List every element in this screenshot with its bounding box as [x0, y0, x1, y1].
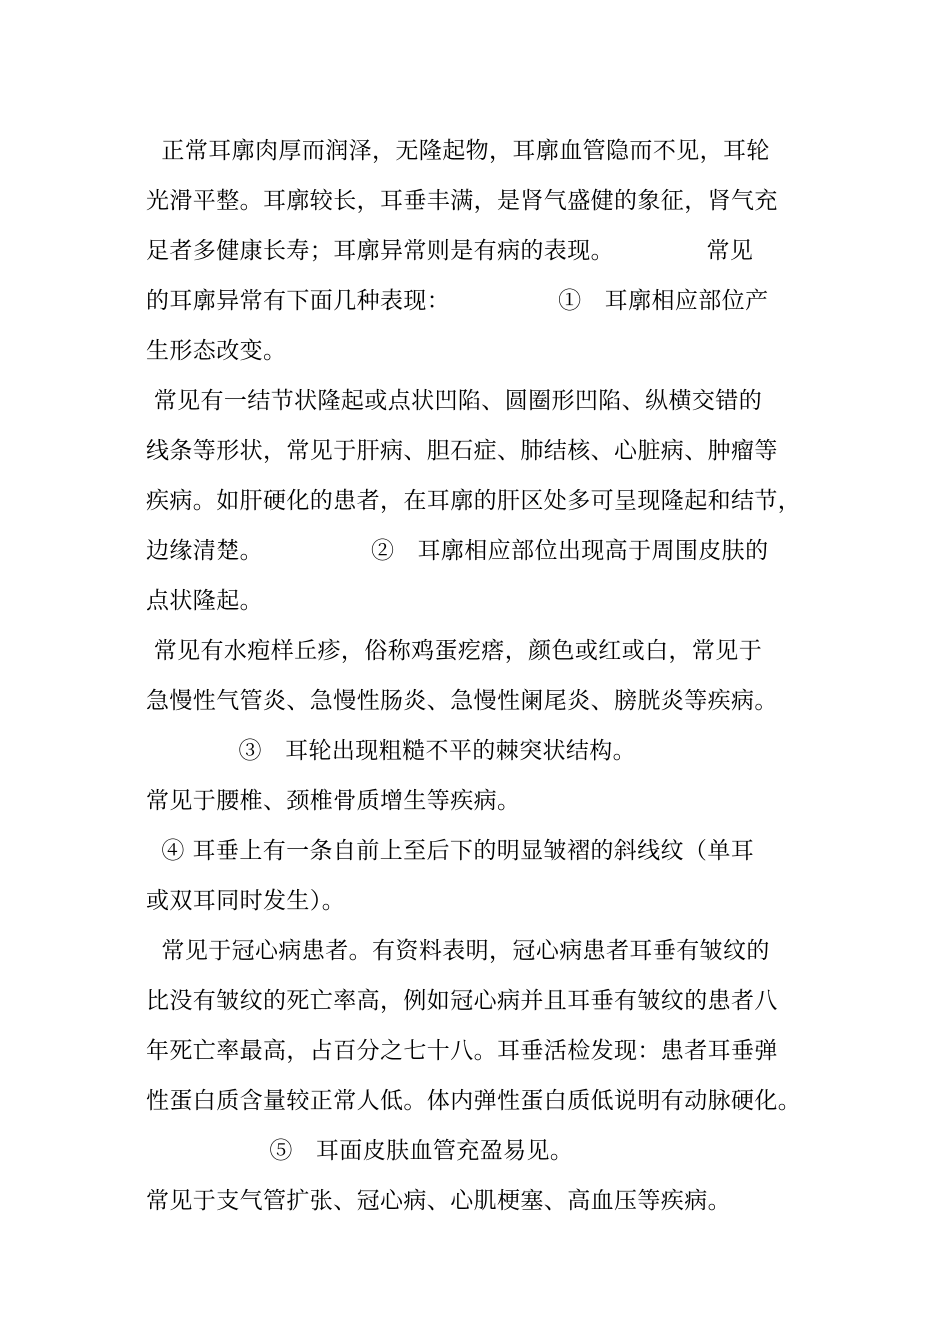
text-line: 急慢性气管炎、急慢性肠炎、急慢性阑尾炎、膀胱炎等疾病。 [146, 688, 778, 714]
text-line: ⑤ 耳面皮肤血管充盈易见。 [146, 1138, 574, 1164]
text-line: 常见于支气管扩张、冠心病、心肌梗塞、高血压等疾病。 [146, 1188, 731, 1214]
text-line: 常见于冠心病患者。有资料表明，冠心病患者耳垂有皱纹的 [146, 938, 770, 964]
text-line: 线条等形状，常见于肝病、胆石症、肺结核、心脏病、肿瘤等 [146, 438, 778, 464]
text-line: 或双耳同时发生）。 [146, 888, 346, 914]
text-line: 生形态改变。 [146, 338, 287, 364]
text-line: 比没有皱纹的死亡率高，例如冠心病并且耳垂有皱纹的患者八 [146, 988, 778, 1014]
text-line: 性蛋白质含量较正常人低。体内弹性蛋白质低说明有动脉硬化。 [146, 1088, 802, 1114]
text-line: 常见于腰椎、颈椎骨质增生等疾病。 [146, 788, 521, 814]
text-line: 点状隆起。 [146, 588, 263, 614]
text-line: 边缘清楚。 ② 耳廓相应部位出现高于周围皮肤的 [146, 538, 769, 564]
text-line: ④ 耳垂上有一条自前上至后下的明显皱褶的斜线纹（单耳 [146, 838, 755, 864]
text-line: 常见有水疱样丘疹，俗称鸡蛋疙瘩，颜色或红或白，常见于 [146, 638, 763, 664]
text-line: 常见有一结节状隆起或点状凹陷、圆圈形凹陷、纵横交错的 [146, 388, 763, 414]
text-line: 的耳廓异常有下面几种表现： ① 耳廓相应部位产 [146, 288, 769, 314]
text-line: 疾病。如肝硬化的患者，在耳廓的肝区处多可呈现隆起和结节， [146, 488, 802, 514]
text-line: 正常耳廓肉厚而润泽，无隆起物，耳廓血管隐而不见，耳轮 [146, 138, 770, 164]
text-line: ③ 耳轮出现粗糙不平的棘突状结构。 [146, 738, 637, 764]
text-line: 年死亡率最高，占百分之七十八。耳垂活检发现：患者耳垂弹 [146, 1038, 778, 1064]
text-line: 足者多健康长寿；耳廓异常则是有病的表现。 常见 [146, 238, 754, 264]
text-line: 光滑平整。耳廓较长，耳垂丰满，是肾气盛健的象征，肾气充 [146, 188, 778, 214]
